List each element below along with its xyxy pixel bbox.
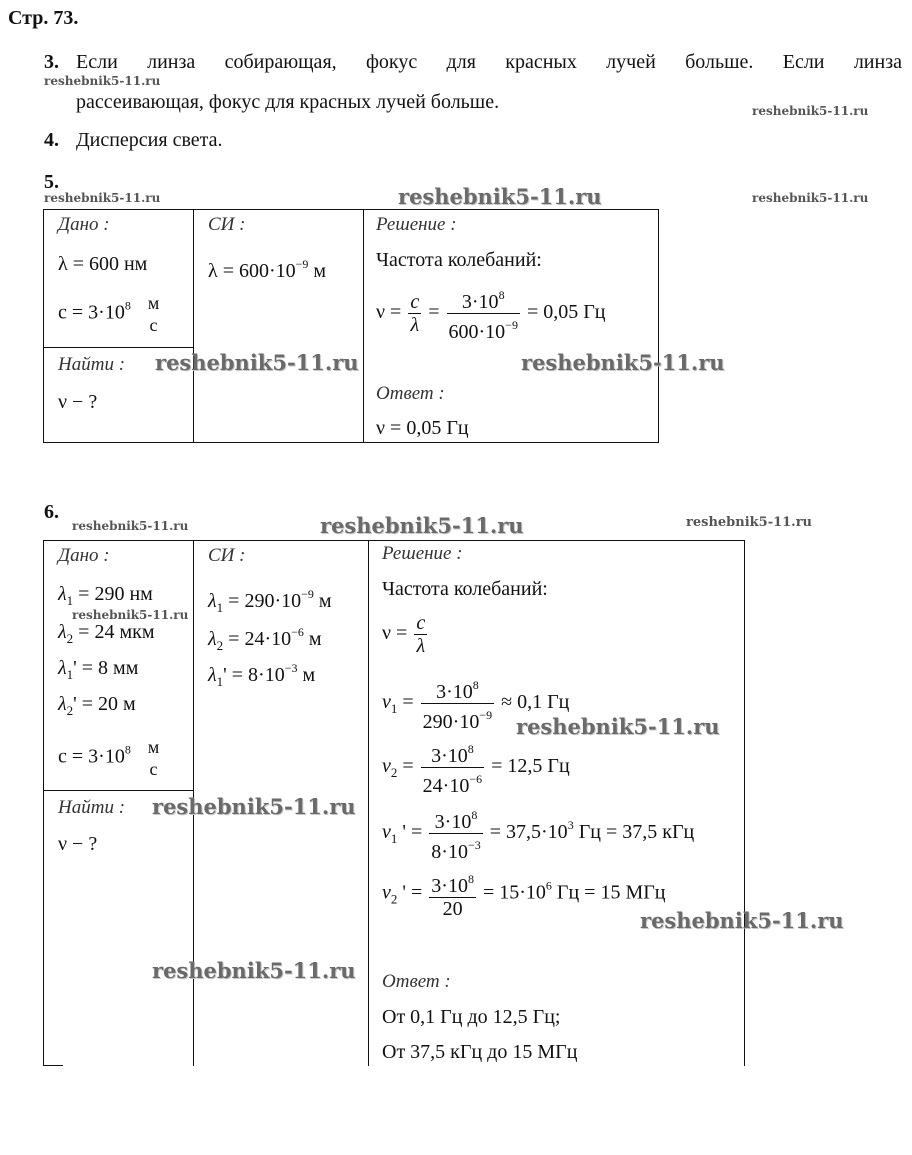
task5-answer: ν = 0,05 Гц [376, 417, 469, 439]
task5-si-lambda: $\lambda = 600\cdot 10^{-9}$ м [208, 257, 327, 282]
task5-freq-label: Частота колебаний: [376, 249, 542, 271]
task6-si-header: СИ : [208, 545, 246, 566]
watermark: reshebnik5-11.ru [44, 191, 161, 205]
task6-formula-nu2p: $\nu_2$ ' = $\frac{3\cdot 10^8}{20}$ = $15\cdot 10^6$ Гц = 15 МГц [382, 872, 666, 920]
task5-number: 5. [44, 171, 59, 193]
task3-line1: Если линза собирающая, фокус для красных лучей больше. Если линза [76, 51, 902, 73]
task6-given-l1: $\lambda_1 = 290$ нм [58, 583, 153, 608]
task6-divider [744, 540, 745, 1066]
watermark: reshebnik5-11.ru [521, 350, 725, 375]
task6-answer-line2: От 37,5 кГц до 15 МГц [382, 1041, 578, 1063]
watermark: reshebnik5-11.ru [44, 74, 161, 88]
task6-bottom-stub [43, 1065, 63, 1066]
task6-top-border [43, 540, 745, 541]
task6-given-l2p: $\lambda_2' = 20$ м [58, 693, 136, 718]
task6-find-header: Найти : [58, 797, 126, 818]
task6-formula-nu1: $\nu_1$ = $\frac{3\cdot 10^8}{290\cdot 10^{-9}}$ ≈ 0,1 Гц [382, 678, 570, 733]
watermark: reshebnik5-11.ru [752, 104, 869, 118]
watermark: reshebnik5-11.ru [72, 608, 189, 622]
task6-formula-nu1p: $\nu_1$ ' = $\frac{3\cdot 10^8}{8\cdot 10^{-3}}$ = $37,5\cdot 10^3$ Гц = 37,5 кГц [382, 808, 695, 863]
task5-divider [363, 209, 364, 443]
watermark: reshebnik5-11.ru [72, 519, 189, 533]
watermark: reshebnik5-11.ru [686, 515, 813, 530]
task5-given-lambda: λ = 600 нм [58, 253, 148, 275]
task6-given-header: Дано : [58, 545, 110, 566]
task4-number: 4. [44, 129, 59, 151]
task5-given-header: Дано : [58, 214, 110, 235]
task6-divider [43, 540, 44, 1066]
task6-find-value: ν − ? [58, 833, 98, 855]
watermark: reshebnik5-11.ru [152, 958, 356, 983]
task6-given-l2: $\lambda_2 = 24$ мкм [58, 621, 155, 646]
task6-given-c: $c = 3\cdot 10^8$ м с [58, 737, 160, 779]
task6-si-l1p: $\lambda_1' = 8\cdot 10^{-3}$ м [208, 661, 316, 689]
task5-find-value: ν − ? [58, 391, 98, 413]
task3-number: 3. [44, 51, 59, 73]
watermark: reshebnik5-11.ru [152, 794, 356, 819]
task5-divider [43, 347, 193, 348]
task6-freq-label: Частота колебаний: [382, 578, 548, 600]
task6-si-l1: $\lambda_1 = 290\cdot 10^{-9}$ м [208, 587, 332, 615]
task6-given-l1p: $\lambda_1' = 8$ мм [58, 657, 139, 682]
task6-answer-line1: От 0,1 Гц до 12,5 Гц; [382, 1006, 561, 1028]
task5-find-header: Найти : [58, 354, 126, 375]
task4-text: Дисперсия света. [76, 129, 223, 151]
task6-number: 6. [44, 501, 59, 523]
task5-formula: ν = $\frac{c}{\lambda}$ = $\frac{3\cdot 10^8}{600\cdot 10^{-9}}$ = 0,05 Гц [376, 288, 606, 343]
task5-divider [193, 209, 194, 443]
task6-divider [368, 540, 369, 1066]
task5-solution-header: Решение : [376, 214, 457, 235]
page-title: Стр. 73. [8, 7, 79, 29]
watermark: reshebnik5-11.ru [320, 513, 524, 538]
task6-divider [43, 790, 193, 791]
watermark: reshebnik5-11.ru [752, 191, 869, 205]
watermark: reshebnik5-11.ru [640, 908, 844, 933]
task3-line2: рассеивающая, фокус для красных лучей больше. [76, 91, 500, 113]
watermark: reshebnik5-11.ru [516, 714, 720, 739]
watermark: reshebnik5-11.ru [398, 184, 602, 209]
task6-si-l2: $\lambda_2 = 24\cdot 10^{-6}$ м [208, 625, 322, 653]
watermark: reshebnik5-11.ru [155, 350, 359, 375]
task6-answer-header: Ответ : [382, 971, 451, 992]
task6-formula-general: ν = $\frac{c}{\lambda}$ [382, 612, 426, 657]
task6-solution-header: Решение : [382, 543, 463, 564]
task5-given-c: $c = 3\cdot 10^8$ м с [58, 293, 160, 335]
task5-si-header: СИ : [208, 214, 246, 235]
task5-answer-header: Ответ : [376, 383, 445, 404]
task6-formula-nu2: $\nu_2$ = $\frac{3\cdot 10^8}{24\cdot 10^{-6}}$ = 12,5 Гц [382, 742, 570, 797]
